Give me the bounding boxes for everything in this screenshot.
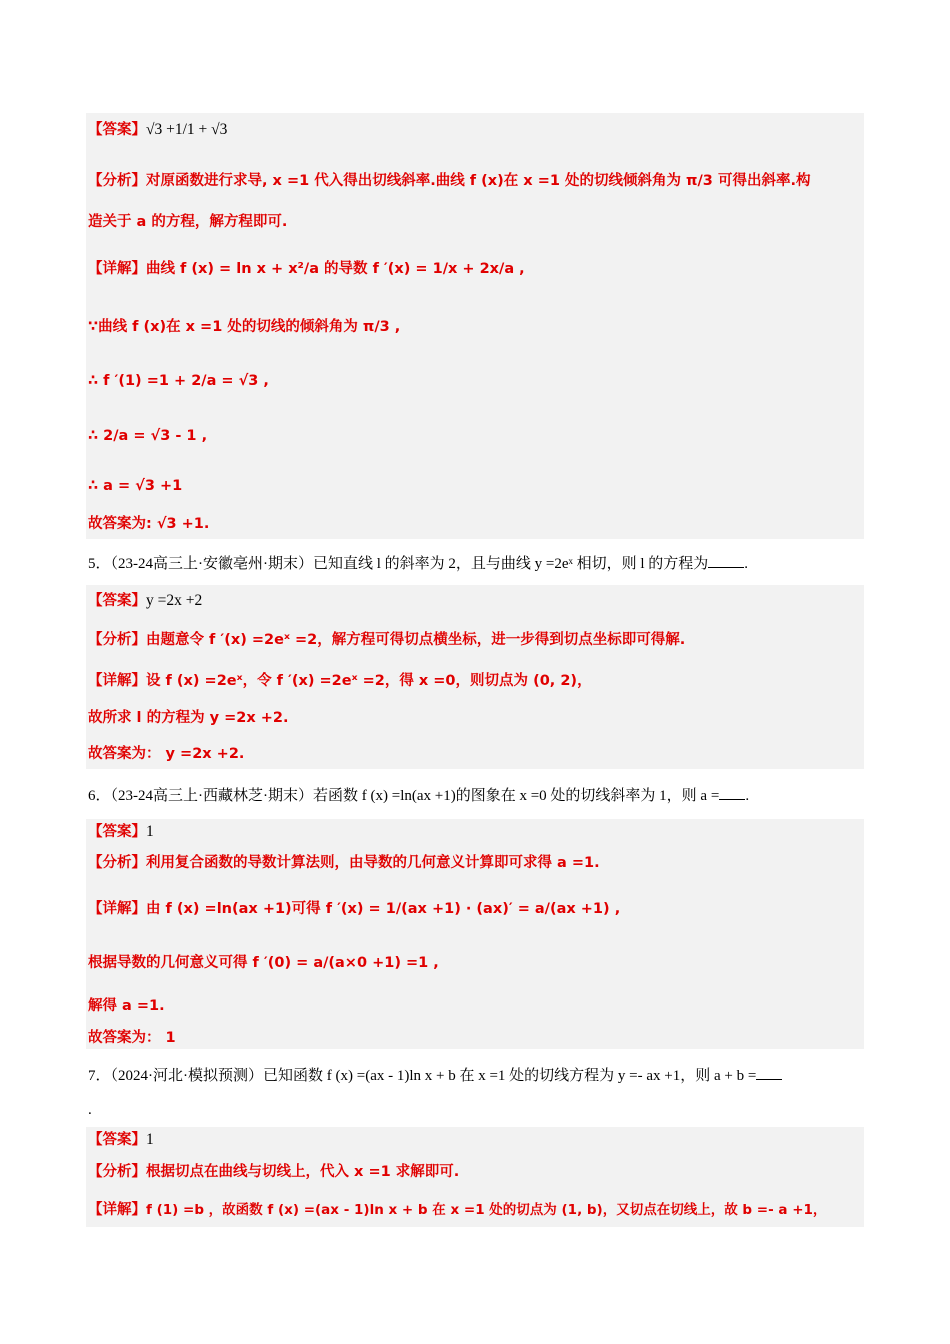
question-7 xyxy=(88,1065,782,1087)
answer-label: 【答案】 xyxy=(88,122,146,138)
question-number: 7． xyxy=(88,1068,111,1084)
analysis-line-6 xyxy=(88,852,600,874)
analysis-line-4b xyxy=(88,211,287,233)
detail-text: ∴ 2/a = √3 - 1 , xyxy=(88,428,208,444)
answer-label: 【答案】 xyxy=(88,824,146,840)
analysis-text-cont: 造关于 a 的方程，解方程即可. xyxy=(88,214,288,230)
detail-line-6a xyxy=(88,898,620,920)
detail-line-5a xyxy=(88,670,592,692)
detail-line-4e xyxy=(88,475,182,497)
analysis-text: 对原函数进行求导, x =1 代入得出切线斜率.曲线 f (x)在 x =1 处的切线倾斜角为 π/3 可得出斜率.构 xyxy=(146,173,811,189)
detail-text: 由 f (x) =ln(ax +1)可得 f ′(x) = 1/(ax +1) · (ax)′ = a/(ax +1) , xyxy=(146,901,621,917)
question-end: . xyxy=(88,1102,92,1118)
question-number: 6． xyxy=(88,788,111,804)
detail-text: ∵曲线 f (x)在 x =1 处的切线的倾斜角为 π/3 , xyxy=(88,319,401,335)
detail-text: 解得 a =1. xyxy=(88,998,165,1014)
detail-text: 曲线 f (x) = ln x + x²/a 的导数 f ′(x) = 1/x + 2x/a , xyxy=(146,261,525,277)
answer-line-7 xyxy=(88,1129,154,1151)
final-answer-5 xyxy=(88,743,244,765)
answer-blank xyxy=(708,553,744,568)
detail-label: 【详解】 xyxy=(88,1202,146,1218)
detail-line-6c xyxy=(88,995,165,1017)
detail-line-5b xyxy=(88,707,289,729)
detail-line-4a xyxy=(88,258,525,280)
detail-text: 根据导数的几何意义可得 f ′(0) = a/(a×0 +1) =1 , xyxy=(88,955,439,971)
detail-text: 故所求 l 的方程为 y =2x +2. xyxy=(88,710,289,726)
final-text: 故答案为: √3 +1. xyxy=(88,516,210,532)
question-end: . xyxy=(745,788,750,804)
detail-line-4d xyxy=(88,425,207,447)
analysis-text: 利用复合函数的导数计算法则，由导数的几何意义计算即可求得 a =1. xyxy=(146,855,600,871)
answer-blank xyxy=(719,785,745,800)
answer-label: 【答案】 xyxy=(88,593,146,609)
final-answer-4 xyxy=(88,513,209,535)
analysis-text: 由题意令 f ′(x) =2eˣ =2，解方程可得切点横坐标，进一步得到切点坐标即可得解. xyxy=(146,632,686,648)
final-text: 故答案为： y =2x +2. xyxy=(88,746,245,762)
analysis-label: 【分析】 xyxy=(88,855,146,871)
question-text: （23-24高三上·西藏林芝·期末）若函数 f (x) =ln(ax +1)的图象在 x =0 处的切线斜率为 1，则 a = xyxy=(110,788,720,804)
detail-text: ∴ a = √3 +1 xyxy=(88,478,183,494)
analysis-line-4a xyxy=(88,170,810,192)
detail-text: ∴ f ′(1) =1 + 2/a = √3 , xyxy=(88,373,269,389)
final-text: 故答案为： 1 xyxy=(88,1030,176,1046)
analysis-label: 【分析】 xyxy=(88,632,146,648)
question-text: （23-24高三上·安徽亳州·期末）已知直线 l 的斜率为 2，且与曲线 y =2eˣ 相切，则 l 的方程为 xyxy=(110,556,709,572)
analysis-text: 根据切点在曲线与切线上，代入 x =1 求解即可. xyxy=(146,1164,460,1180)
analysis-line-7 xyxy=(88,1161,459,1183)
detail-text: f (1) =b ，故函数 f (x) =(ax - 1)ln x + b 在 x =1 处的切点为 (1, b)，又切点在切线上，故 b =- a +1， xyxy=(146,1202,827,1218)
question-6 xyxy=(88,785,749,807)
detail-label: 【详解】 xyxy=(88,673,146,689)
answer-value: 1 xyxy=(146,1131,154,1148)
analysis-label: 【分析】 xyxy=(88,1164,146,1180)
answer-value: √3 +1/1 + √3 xyxy=(146,121,228,138)
final-answer-6 xyxy=(88,1027,176,1049)
detail-line-4c xyxy=(88,370,269,392)
detail-line-7a xyxy=(88,1199,826,1221)
analysis-line-5 xyxy=(88,629,685,651)
answer-line-4 xyxy=(88,119,227,141)
answer-value: 1 xyxy=(146,823,154,840)
answer-line-5 xyxy=(88,590,202,612)
question-text: （2024·河北·模拟预测）已知函数 f (x) =(ax - 1)ln x + b 在 x =1 处的切线方程为 y =- ax +1，则 a + b = xyxy=(110,1068,757,1084)
detail-text: 设 f (x) =2eˣ，令 f ′(x) =2eˣ =2，得 x =0，则切点为 (0, 2)， xyxy=(146,673,592,689)
question-7-end xyxy=(88,1099,92,1121)
answer-blank xyxy=(756,1065,782,1080)
detail-line-4b xyxy=(88,316,400,338)
detail-line-6b xyxy=(88,952,439,974)
question-end: . xyxy=(744,556,749,572)
analysis-label: 【分析】 xyxy=(88,173,146,189)
answer-line-6 xyxy=(88,821,154,843)
answer-value: y =2x +2 xyxy=(146,592,203,609)
question-number: 5． xyxy=(88,556,111,572)
question-5 xyxy=(88,553,748,575)
detail-label: 【详解】 xyxy=(88,901,146,917)
detail-label: 【详解】 xyxy=(88,261,146,277)
answer-label: 【答案】 xyxy=(88,1132,146,1148)
